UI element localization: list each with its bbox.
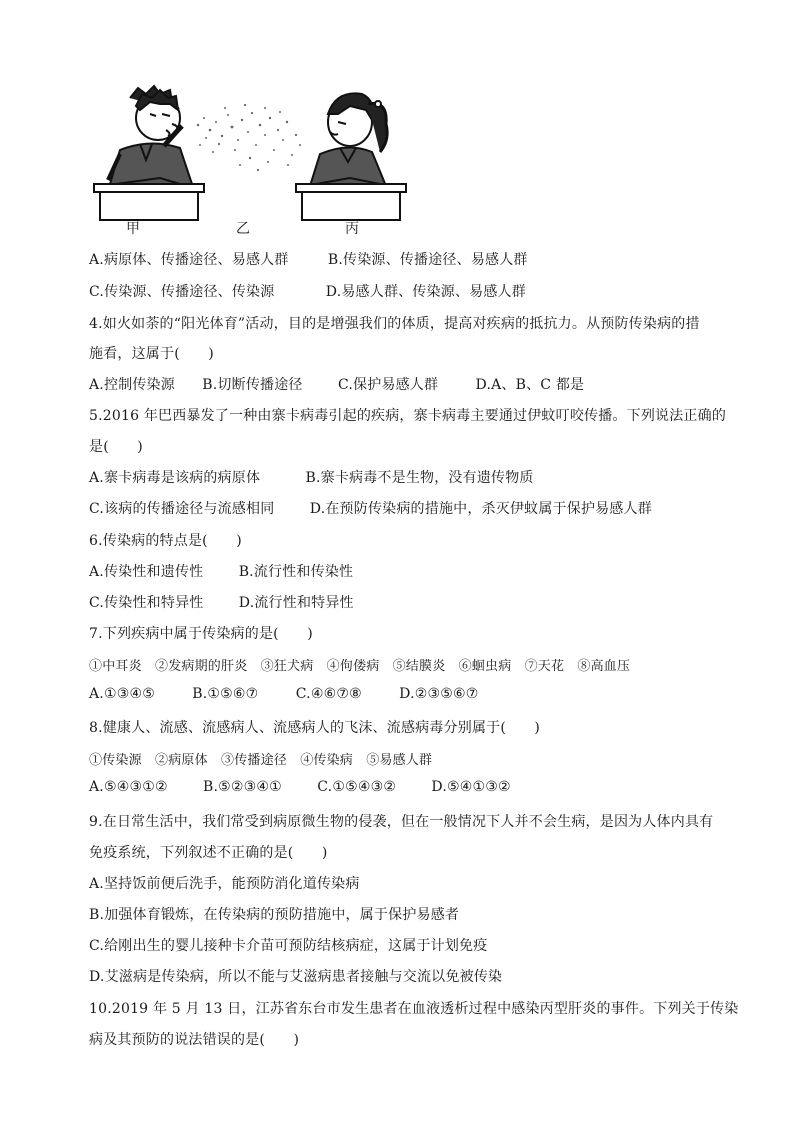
- q8-stem: 8.健康人、流感、流感病人、流感病人的飞沫、流感病毒分别属于( ): [89, 720, 541, 736]
- q7-option-d: D.②③⑤⑥⑦: [399, 686, 479, 702]
- q4-option-c: C.保护易感人群: [337, 377, 439, 393]
- q10-stem-line2: 病及其预防的说法错误的是( ): [89, 1032, 300, 1048]
- q4-option-a: A.控制传染源: [89, 377, 175, 393]
- q3-option-a: A.病原体、传播途径、易感人群: [89, 252, 289, 268]
- q5-option-a: A.寨卡病毒是该病的病原体: [89, 470, 261, 486]
- q9-stem-line1: 9.在日常生活中，我们常受到病原微生物的侵袭，但在一般情况下人并不会生病，是因为人体内具有: [89, 814, 714, 830]
- boy-desk: [94, 178, 204, 220]
- figure-label-jia: 甲: [126, 221, 140, 237]
- q3-option-d: D.易感人群、传染源、易感人群: [325, 284, 526, 300]
- q8-option-b: B.⑤②③④①: [203, 779, 282, 795]
- q10-stem-line1: 10.2019 年 5 月 13 日，江苏省东台市发生患者在血液透析过程中感染丙型肝炎的事件。下列关于传染: [89, 1001, 739, 1017]
- q4-option-d: D.A、B、C 都是: [475, 377, 585, 393]
- q8-option-d: D.⑤④①③②: [431, 779, 511, 795]
- q4-options: [89, 374, 584, 394]
- sneeze-illustration: [80, 80, 410, 240]
- q7-option-c: C.④⑥⑦⑧: [295, 686, 362, 702]
- boy-figure: [108, 86, 192, 184]
- girl-figure: [310, 93, 387, 186]
- q5-option-d: D.在预防传染病的措施中，杀灭伊蚊属于保护易感人群: [309, 501, 652, 517]
- q5-options-row2: [89, 498, 652, 518]
- q6-option-b: B.流行性和传染性: [238, 564, 354, 580]
- q5-option-c: C.该病的传播途径与流感相同: [89, 501, 275, 517]
- q4-stem-line1: 4.如火如荼的“阳光体育”活动，目的是增强我们的体质，提高对疾病的抵抗力。从预防传染病的措: [89, 316, 700, 332]
- q6-option-c: C.传染性和特异性: [89, 595, 204, 611]
- q8-options: [89, 779, 511, 795]
- q6-options-row1: [89, 561, 353, 581]
- girl-desk: [296, 178, 406, 220]
- figure-label-bing: 丙: [345, 221, 359, 237]
- q3-options-row2: [89, 281, 526, 301]
- q7-option-a: A.①③④⑤: [89, 686, 155, 702]
- q4-option-b: B.切断传播途径: [202, 377, 303, 393]
- q5-stem-line1: 5.2016 年巴西暴发了一种由寨卡病毒引起的疾病，寨卡病毒主要通过伊蚊叮咬传播。下列说法正确的: [89, 408, 727, 424]
- sneeze-spray: [197, 104, 301, 171]
- q7-stem: 7.下列疾病中属于传染病的是( ): [89, 626, 313, 642]
- q6-option-a: A.传染性和遗传性: [89, 564, 204, 580]
- q7-options: [89, 686, 478, 702]
- q7-option-b: B.①⑤⑥⑦: [192, 686, 259, 702]
- q6-stem: 6.传染病的特点是( ): [89, 533, 242, 549]
- q4-stem-line2: 施看，这属于( ): [89, 346, 214, 362]
- figure-label-yi: 乙: [236, 221, 250, 237]
- q9-option-a: A.坚持饭前便后洗手，能预防消化道传染病: [89, 876, 360, 892]
- q9-option-b: B.加强体育锻炼，在传染病的预防措施中，属于保护易感者: [89, 907, 460, 923]
- q3-options-row1: [89, 249, 528, 269]
- q3-option-b: B.传染源、传播途径、易感人群: [327, 252, 528, 268]
- q6-option-d: D.流行性和特异性: [238, 595, 354, 611]
- q9-stem-line2: 免疫系统，下列叙述不正确的是( ): [89, 845, 328, 861]
- q7-items: ①中耳炎 ②发病期的肝炎 ③狂犬病 ④佝偻病 ⑤结膜炎 ⑥蛔虫病 ⑦天花 ⑧高血压: [89, 659, 631, 674]
- q5-stem-line2: 是( ): [89, 439, 143, 455]
- q9-option-d: D.艾滋病是传染病，所以不能与艾滋病患者接触与交流以免被传染: [89, 969, 503, 985]
- q8-items: ①传染源 ②病原体 ③传播途径 ④传染病 ⑤易感人群: [89, 753, 433, 768]
- q5-options-row1: [89, 467, 534, 487]
- q8-option-c: C.①⑤④③②: [317, 779, 397, 795]
- q3-option-c: C.传染源、传播途径、传染源: [89, 284, 275, 300]
- q5-option-b: B.寨卡病毒不是生物，没有遗传物质: [305, 470, 534, 486]
- q9-option-c: C.给刚出生的婴儿接种卡介苗可预防结核病症，这属于计划免疫: [89, 938, 488, 954]
- q8-option-a: A.⑤④③①②: [89, 779, 168, 795]
- q6-options-row2: [89, 592, 354, 612]
